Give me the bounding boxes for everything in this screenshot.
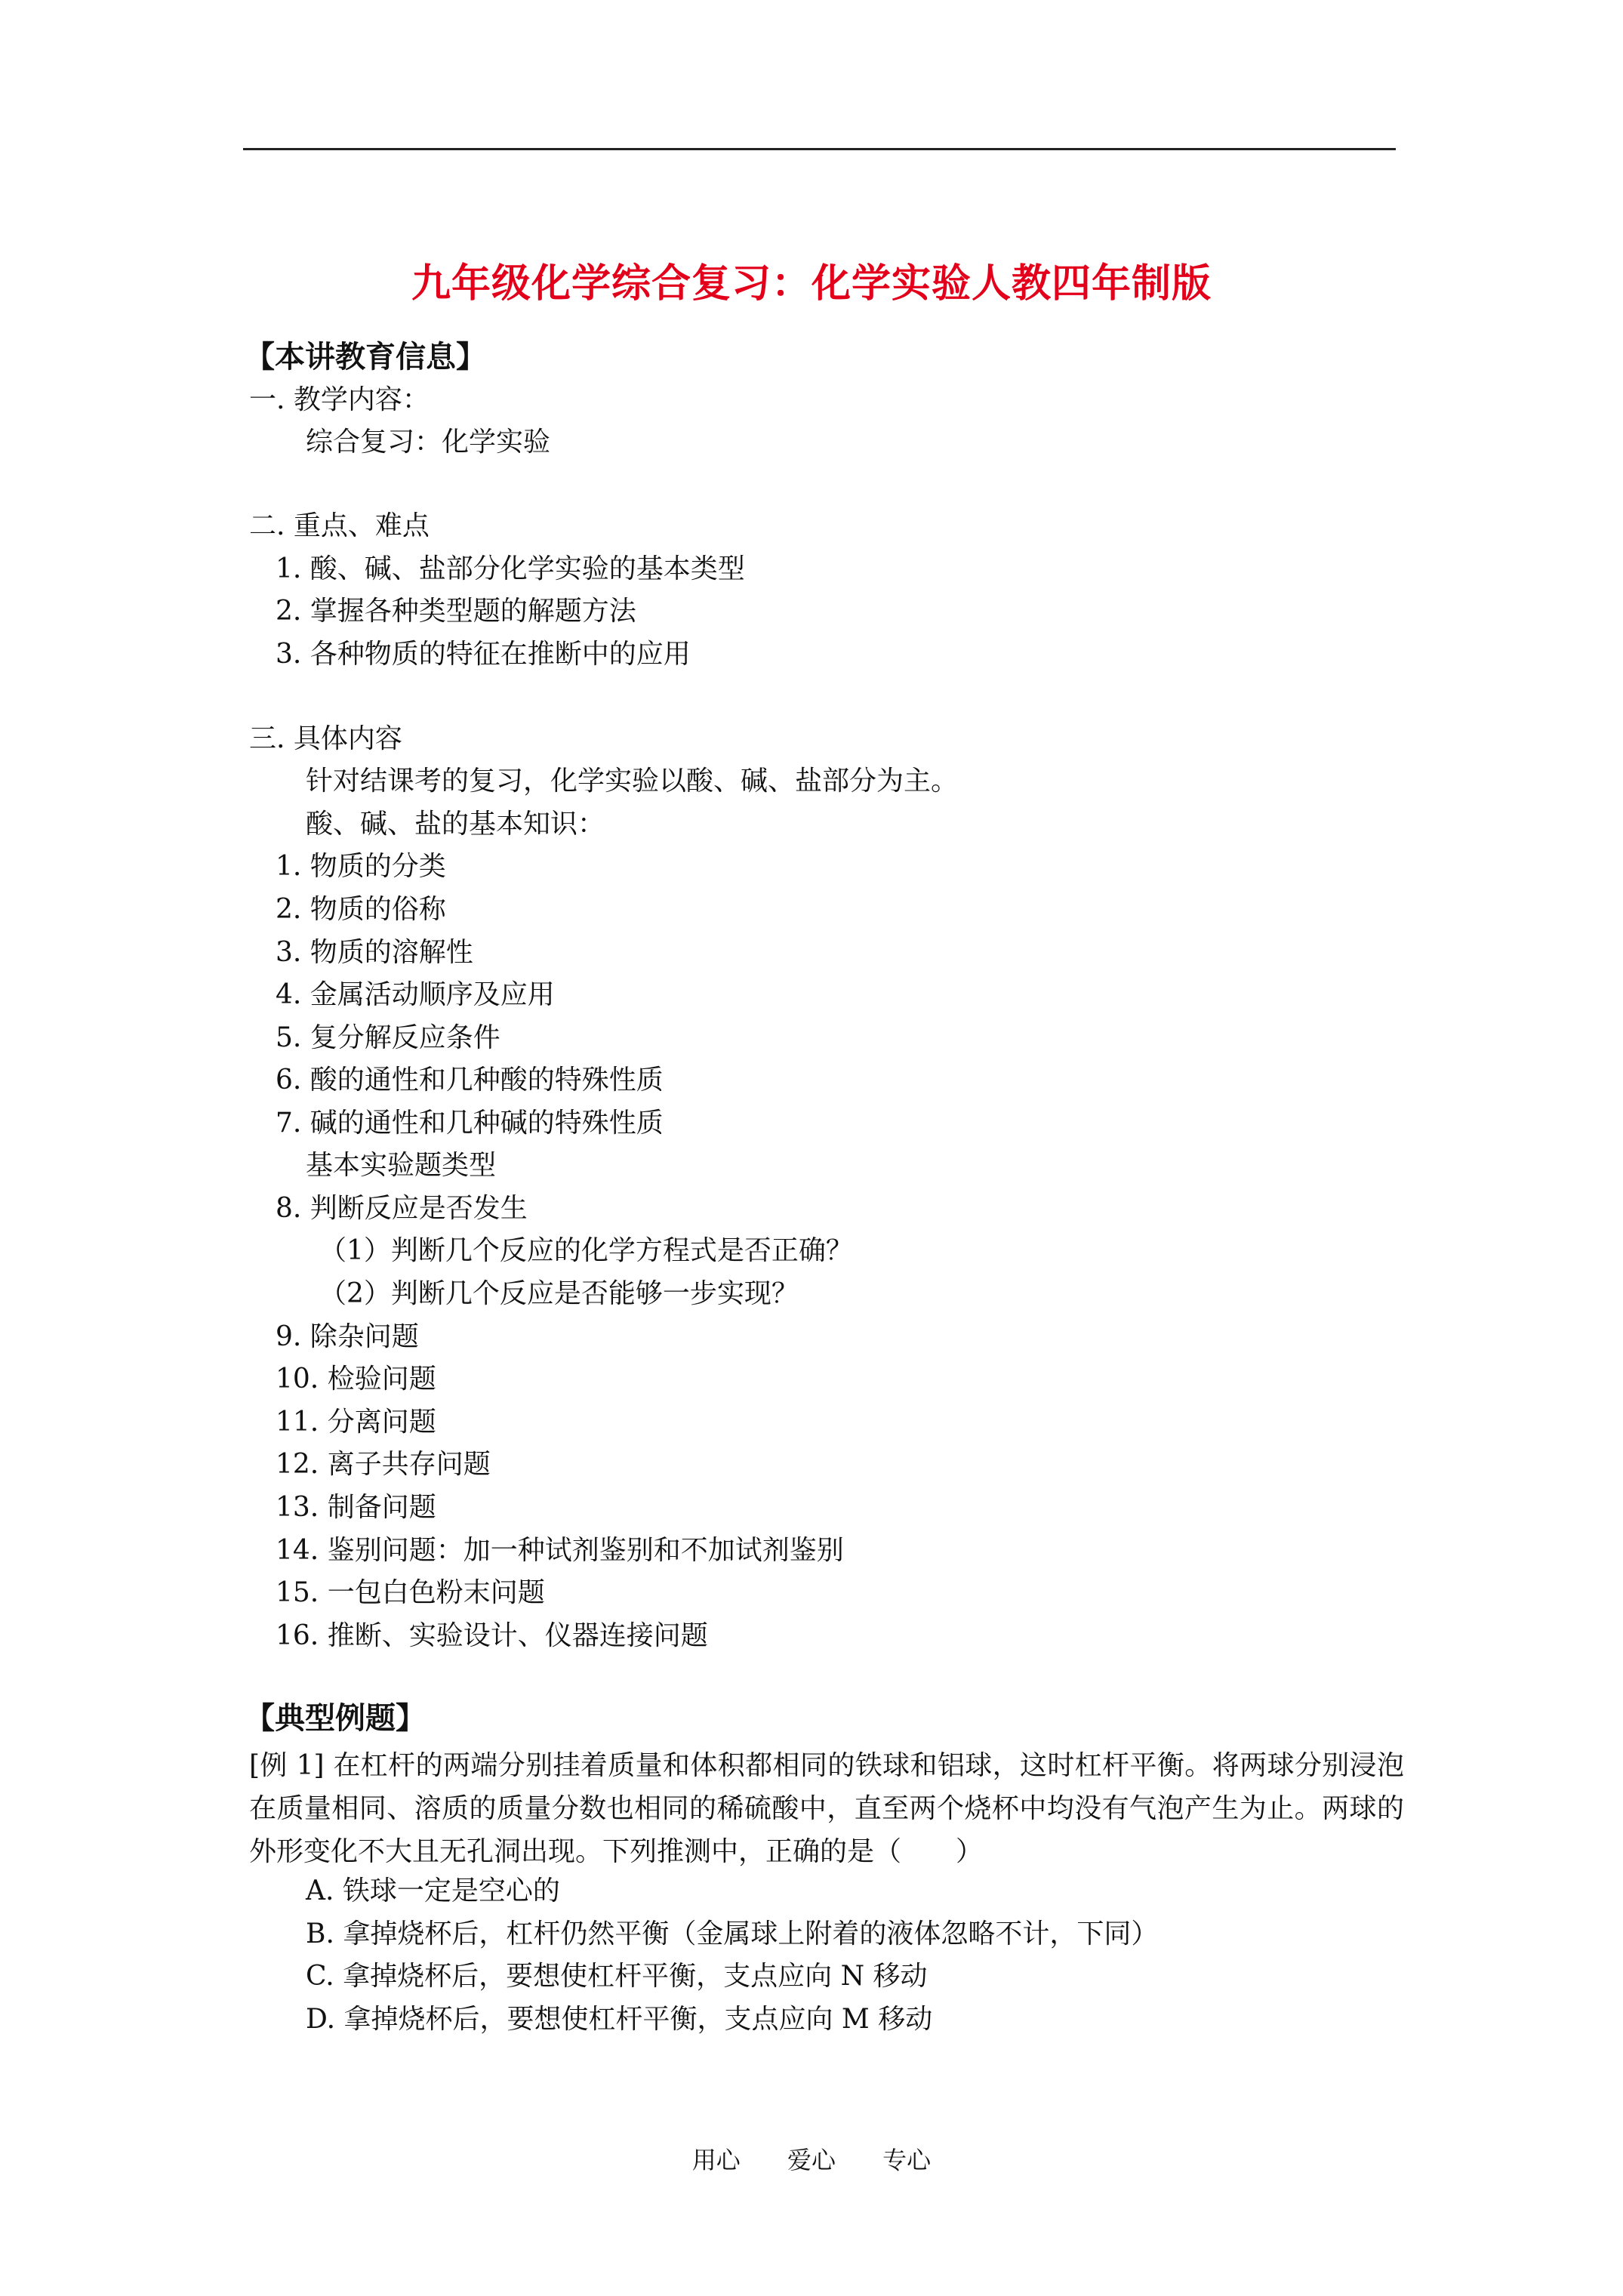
list-item: 12. 离子共存问题	[276, 1449, 491, 1480]
list-item: 6. 酸的通性和几种酸的特殊性质	[276, 1065, 664, 1096]
document-title: 九年级化学综合复习：化学实验人教四年制版	[411, 261, 1212, 307]
sub-list-item: （1）判断几个反应的化学方程式是否正确？	[319, 1235, 853, 1266]
subheading: 基本实验题类型	[306, 1150, 497, 1181]
teaching-content-label: 一. 教学内容：	[249, 384, 430, 415]
footer-text: 专心	[882, 2146, 932, 2174]
list-item: 14. 鉴别问题：加一种试剂鉴别和不加试剂鉴别	[276, 1535, 844, 1566]
answer-option-d: D. 拿掉烧杯后，要想使杠杆平衡，支点应向 M 移动	[306, 2004, 933, 2035]
list-item: 8. 判断反应是否发生	[276, 1193, 528, 1224]
section-heading-examples: 【典型例题】	[245, 1701, 426, 1736]
key-point-item: 2. 掌握各种类型题的解题方法	[276, 596, 636, 627]
footer-text: 用心	[691, 2146, 741, 2174]
list-item: 2. 物质的俗称	[276, 894, 446, 925]
list-item: 16. 推断、实验设计、仪器连接问题	[276, 1620, 708, 1651]
list-item: 4. 金属活动顺序及应用	[276, 979, 555, 1010]
sub-list-item: （2）判断几个反应是否能够一步实现？	[319, 1278, 799, 1309]
list-item: 13. 制备问题	[276, 1492, 436, 1523]
page-footer	[0, 2144, 1623, 2176]
header-rule	[243, 148, 1396, 150]
details-intro: 酸、碱、盐的基本知识：	[306, 809, 605, 840]
key-point-item: 3. 各种物质的特征在推断中的应用	[276, 639, 691, 670]
answer-option-c: C. 拿掉烧杯后，要想使杠杆平衡，支点应向 N 移动	[306, 1961, 928, 1992]
details-intro: 针对结课考的复习，化学实验以酸、碱、盐部分为主。	[306, 766, 959, 797]
list-item: 5. 复分解反应条件	[276, 1022, 500, 1053]
footer-text: 爱心	[787, 2146, 836, 2174]
list-item: 15. 一包白色粉末问题	[276, 1577, 545, 1608]
details-label: 三. 具体内容	[249, 723, 402, 754]
list-item: 10. 检验问题	[276, 1364, 436, 1395]
list-item: 9. 除杂问题	[276, 1321, 419, 1352]
key-points-label: 二. 重点、难点	[249, 510, 430, 541]
example-1-question: [例 1] 在杠杆的两端分别挂着质量和体积都相同的铁球和铝球，这时杠杆平衡。将两球分别浸泡在质量相同、溶质的质量分数也相同的稀硫酸中，直至两个烧杯中均没有气泡产生为止。两球的外形变化不大且无孔洞出现。下列推测中，正确的是（ ）	[249, 1750, 1404, 1867]
answer-option-a: A. 铁球一定是空心的	[306, 1875, 560, 1906]
list-item: 1. 物质的分类	[276, 851, 446, 882]
list-item: 11. 分离问题	[276, 1407, 436, 1438]
teaching-content-text: 综合复习：化学实验	[306, 427, 551, 458]
answer-option-b: B. 拿掉烧杯后，杠杆仍然平衡（金属球上附着的液体忽略不计，下同）	[306, 1918, 1159, 1949]
section-heading-info: 【本讲教育信息】	[245, 340, 486, 374]
key-point-item: 1. 酸、碱、盐部分化学实验的基本类型	[276, 553, 745, 584]
list-item: 3. 物质的溶解性	[276, 937, 473, 968]
list-item: 7. 碱的通性和几种碱的特殊性质	[276, 1108, 664, 1139]
